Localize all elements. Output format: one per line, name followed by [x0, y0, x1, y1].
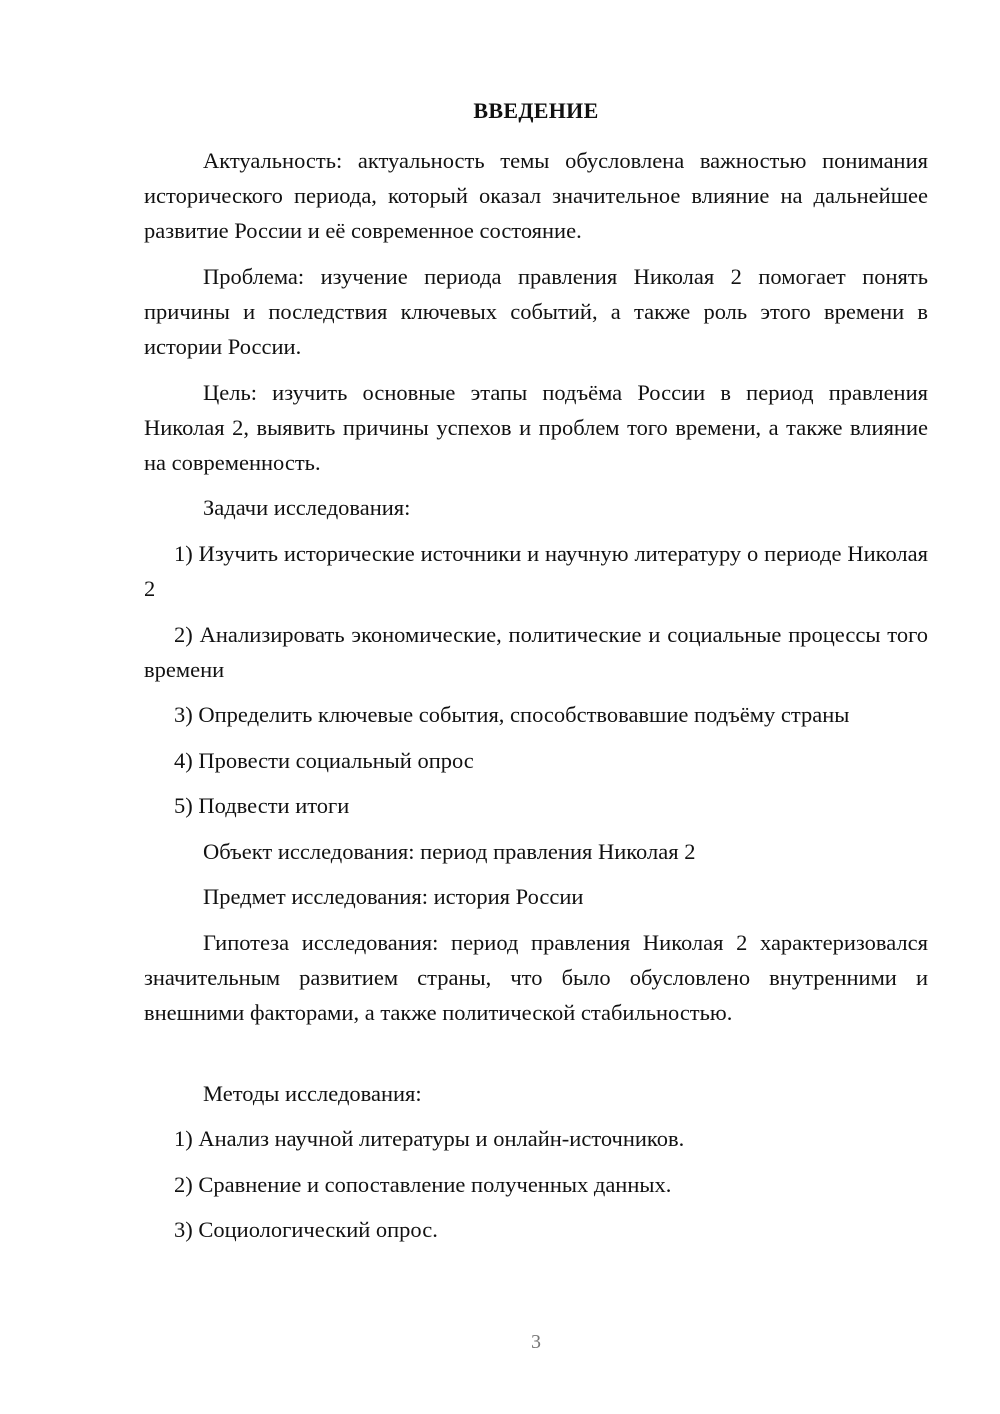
- object-paragraph: Объект исследования: период правления Николая 2: [203, 839, 696, 864]
- task-item: 3) Определить ключевые события, способствовавшие подъёму страны: [174, 702, 850, 727]
- goal-paragraph: Цель: изучить основные этапы подъёма России в период правления Николая 2, выявить причины успехов и проблем того времени, а также влияние на современность.: [144, 380, 928, 475]
- subject-paragraph: Предмет исследования: история России: [203, 884, 584, 909]
- method-item: 3) Социологический опрос.: [174, 1217, 438, 1242]
- section-heading: ВВЕДЕНИЕ: [473, 98, 599, 123]
- task-item: 5) Подвести итоги: [174, 793, 350, 818]
- methods-heading: Методы исследования:: [203, 1081, 422, 1106]
- task-item: 1) Изучить исторические источники и научную литературу о периоде Николая 2: [144, 541, 928, 601]
- task-item: 2) Анализировать экономические, политические и социальные процессы того времени: [144, 622, 928, 682]
- hypothesis-paragraph: Гипотеза исследования: период правления Николая 2 характеризовался значительным развитием страны, что было обусловлено внутренними и внешними факторами, а также политической стабильностью.: [144, 930, 928, 1025]
- method-item: 1) Анализ научной литературы и онлайн-источников.: [174, 1126, 685, 1151]
- method-item: 2) Сравнение и сопоставление полученных данных.: [174, 1172, 672, 1197]
- relevance-paragraph: Актуальность: актуальность темы обусловлена важностью понимания исторического периода, который оказал значительное влияние на дальнейшее развитие России и её современное состояние.: [144, 148, 928, 243]
- task-item: 4) Провести социальный опрос: [174, 748, 474, 773]
- tasks-heading: Задачи исследования:: [203, 495, 411, 520]
- problem-paragraph: Проблема: изучение периода правления Николая 2 помогает понять причины и последствия ключевых событий, а также роль этого времени в истории России.: [144, 264, 928, 359]
- page-number: 3: [531, 1331, 541, 1353]
